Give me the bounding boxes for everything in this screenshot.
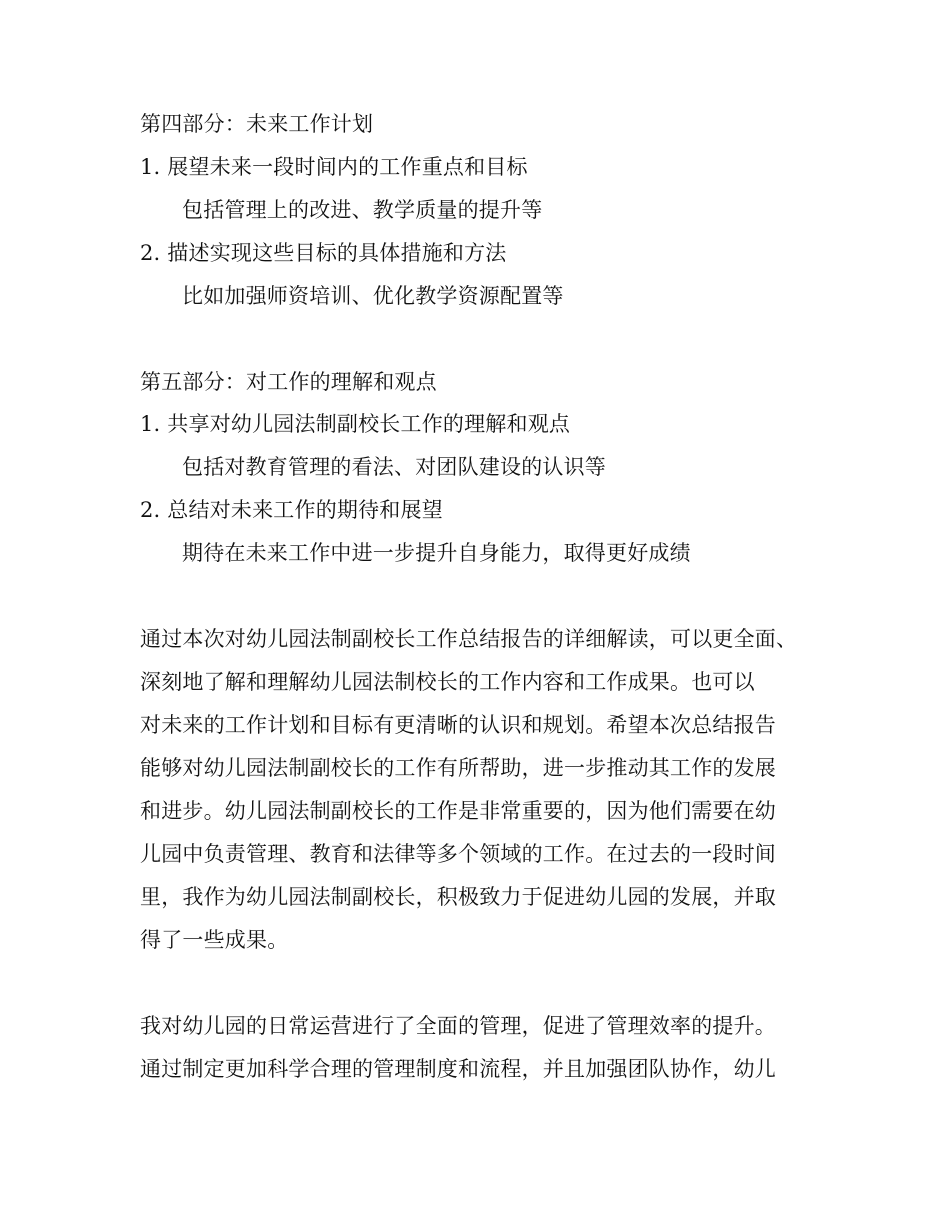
section-4-item-2: 2. 描述实现这些目标的具体措施和方法 [140, 241, 507, 265]
section-4-item-1: 1. 展望未来一段时间内的工作重点和目标 [140, 155, 528, 179]
section-4-item-2-detail: 比如加强师资培训、优化教学资源配置等 [182, 284, 564, 308]
paragraph-1-line-4: 能够对幼儿园法制副校长的工作有所帮助，进一步推动其工作的发展 [140, 756, 776, 780]
section-5-item-2: 2. 总结对未来工作的期待和展望 [140, 498, 443, 522]
section-5-item-1-detail: 包括对教育管理的看法、对团队建设的认识等 [182, 455, 606, 479]
section-5-item-2-detail: 期待在未来工作中进一步提升自身能力，取得更好成绩 [182, 541, 691, 565]
paragraph-1-line-5: 和进步。幼儿园法制副校长的工作是非常重要的，因为他们需要在幼 [140, 799, 776, 823]
paragraph-1-line-8: 得了一些成果。 [140, 928, 289, 952]
paragraph-2-line-2: 通过制定更加科学合理的管理制度和流程，并且加强团队协作，幼儿 [140, 1057, 776, 1081]
paragraph-1-line-2: 深刻地了解和理解幼儿园法制校长的工作内容和工作成果。也可以 [140, 670, 755, 694]
paragraph-1-line-7: 里，我作为幼儿园法制副校长，积极致力于促进幼儿园的发展，并取 [140, 885, 776, 909]
section-4-item-1-detail: 包括管理上的改进、教学质量的提升等 [182, 198, 543, 222]
paragraph-1-line-1: 通过本次对幼儿园法制副校长工作总结报告的详细解读，可以更全面、 [140, 627, 798, 651]
section-5-item-1: 1. 共享对幼儿园法制副校长工作的理解和观点 [140, 412, 571, 436]
paragraph-1-line-3: 对未来的工作计划和目标有更清晰的认识和规划。希望本次总结报告 [140, 713, 776, 737]
paragraph-2-line-1: 我对幼儿园的日常运营进行了全面的管理，促进了管理效率的提升。 [140, 1014, 776, 1038]
section-4-heading: 第四部分：未来工作计划 [140, 112, 374, 136]
paragraph-1-line-6: 儿园中负责管理、教育和法律等多个领域的工作。在过去的一段时间 [140, 842, 776, 866]
section-5-heading: 第五部分：对工作的理解和观点 [140, 370, 437, 394]
